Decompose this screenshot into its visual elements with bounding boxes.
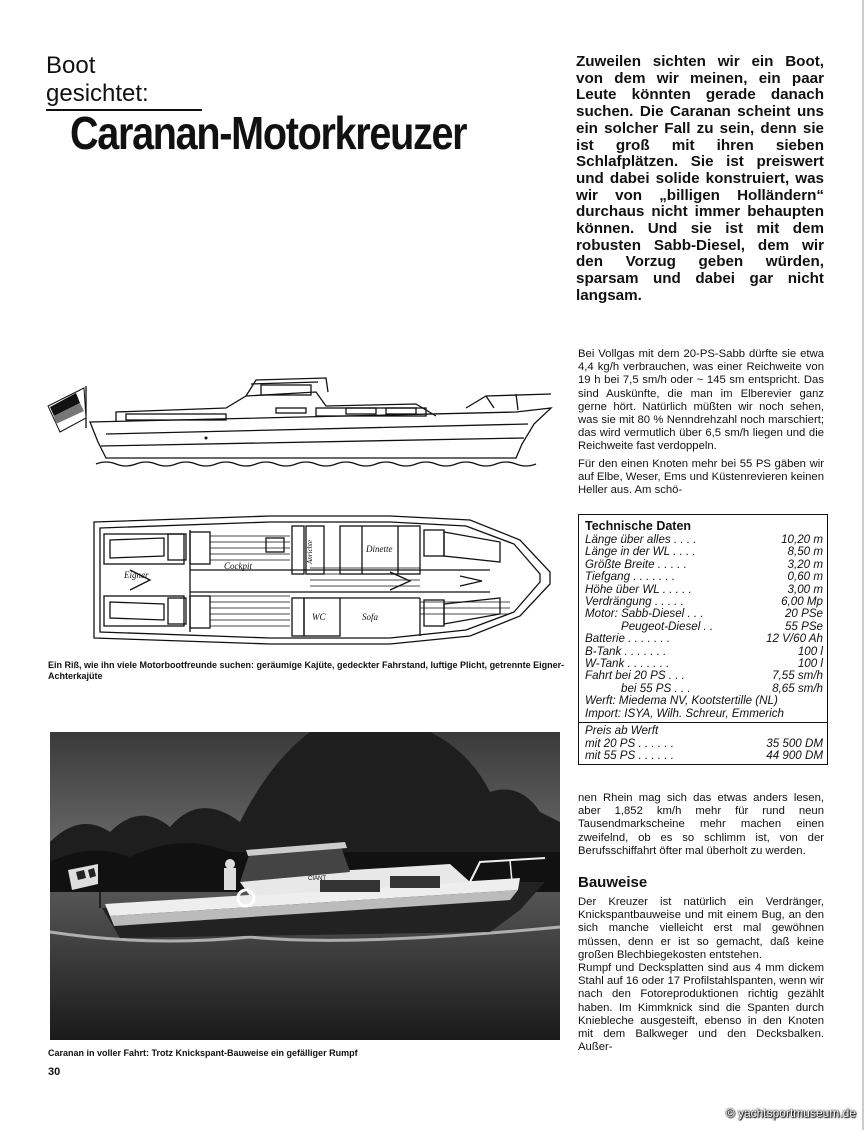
spec-row: Peugeot-Diesel . . 55 PSe [621, 619, 823, 633]
spec-werft: Werft: Miedema NV, Kootstertille (NL) [585, 694, 778, 708]
body-column-bottom [578, 896, 824, 1054]
body-paragraph-5: Rumpf und Decksplatten sind aus 4 mm dickem Stahl auf 16 oder 17 Profilstahlspanten, wenn wir nach den Fotoreproduktionen richtig gezählt haben. Im Kimmknick sind die Spanten durch Kniebleche ausgesteift, ebenso in den Knoten mit dem Balkweger und den Decksbalken. Außer- [578, 962, 824, 1054]
flag-icon [48, 388, 86, 432]
spec-import: Import: ISYA, Wilh. Schreur, Emmerich [585, 706, 784, 720]
spec-divider [579, 722, 827, 723]
spec-row: Fahrt bei 20 PS . . . 7,55 sm/h [585, 669, 823, 683]
body-paragraph-4: Der Kreuzer ist natürlich ein Verdränger, Knickspantbauweise und mit einem Bug, an den sich manche vielleicht erst mal gewöhnen müssen, denn er ist so gemacht, daß keine großen Blechbiegekosten entstehen. [578, 896, 824, 961]
article-title: Caranan-Motorkreuzer [70, 107, 467, 159]
drawing-caption: Ein Riß, wie ihn viele Motorbootfreunde suchen: geräumige Kajüte, gedeckter Fahrstand, luftige Plicht, getrennte Eigner-Achterkajüte [48, 660, 565, 681]
page-number: 30 [48, 1066, 61, 1078]
watermark: © yachtsportmuseum.de [725, 1106, 856, 1120]
plan-label-cockpit: Cockpit [224, 561, 252, 571]
body-paragraph-2: Für den einen Knoten mehr bei 55 PS gäben wir auf Elbe, Weser, Ems und Küstenrevieren keinen Heller aus. Am schö- [578, 457, 824, 497]
plan-label-eigner: Eigner [124, 570, 149, 580]
photo-caption: Caranan in voller Fahrt: Trotz Knickspant-Bauweise ein gefälliger Rumpf [48, 1048, 358, 1058]
tech-specs-box [578, 514, 828, 765]
deck-plan-drawing [90, 512, 554, 650]
spec-row: Höhe über WL . . . . . 3,00 m [585, 582, 823, 596]
article-intro: Zuweilen sichten wir ein Boot, von dem wir meinen, ein paar Leute könnten gerade danach suchen. Die Caranan scheint uns ein solcher Fall zu sein, denn sie ist groß mit ihren sieben Schlafplätzen. Sie ist preiswert und dabei solide konstruiert, was wir von „billigen Holländern“ durchaus nicht immer behaupten können. Und sie ist mit dem robusten Sabb-Diesel, dem wir den Vorzug geben würden, sparsam und dabei gar nicht langsam. [576, 53, 824, 304]
spec-row: Länge in der WL . . . . 8,50 m [585, 545, 823, 559]
boat-side-drawing [46, 372, 558, 472]
body-column-top [578, 348, 824, 497]
article-kicker: Boot gesichtet: [46, 52, 202, 111]
plan-label-anrichte: Anrichte [306, 539, 314, 564]
price-row: mit 55 PS . . . . . . 44 900 DM [585, 748, 823, 762]
spec-row: bei 55 PS . . . 8,65 sm/h [621, 681, 823, 695]
boat-photo [50, 732, 560, 1040]
spec-row: Motor: Sabb-Diesel . . . 20 PSe [585, 607, 823, 621]
price-row: mit 20 PS . . . . . . 35 500 DM [585, 736, 823, 750]
spec-row: Tiefgang . . . . . . . 0,60 m [585, 570, 823, 584]
spec-row: Batterie . . . . . . . 12 V/60 Ah [585, 632, 823, 646]
spec-row: Verdrängung . . . . . 6,00 Mp [585, 595, 823, 609]
plan-label-wc: WC [312, 612, 326, 622]
specs-heading: Technische Daten [585, 519, 692, 533]
price-heading: Preis ab Werft [585, 724, 659, 738]
spec-row: Größte Breite . . . . . 3,20 m [585, 557, 823, 571]
body-paragraph-3: nen Rhein mag sich das etwas anders lesen, aber 1,852 km/h mehr für rund neun Tausendmarkscheine mehr machen einen zweifelnd, ob es so schlimm ist, von der Berufsschiffahrt öfter mal überholt zu werden. [578, 792, 824, 857]
plan-label-sofa: Sofa [362, 612, 379, 622]
spec-row: B-Tank . . . . . . . 100 l [585, 644, 823, 658]
spec-row: W-Tank . . . . . . . 100 l [585, 657, 823, 671]
spec-row: Länge über alles . . . . 10,20 m [585, 533, 823, 546]
body-paragraph-1: Bei Vollgas mit dem 20-PS-Sabb dürfte sie etwa 4,4 kg/h verbrauchen, was einer Reichweite von 19 h bei 7,5 sm/h oder ~ 145 sm entspricht. Das sind Auskünfte, die man im Elberevier ganz gerne hört. Natürlich müßten wir noch sehen, was sie mit 80 % Nenndrehzahl noch marschiert; das wird vermutlich über 6,5 sm/h liegen und die Reichweite fast verdoppeln. [578, 348, 824, 453]
photo-boat-name: CIANT [308, 876, 326, 882]
section-heading-bauweise: Bauweise [578, 874, 648, 891]
plan-label-dinette: Dinette [366, 544, 393, 554]
